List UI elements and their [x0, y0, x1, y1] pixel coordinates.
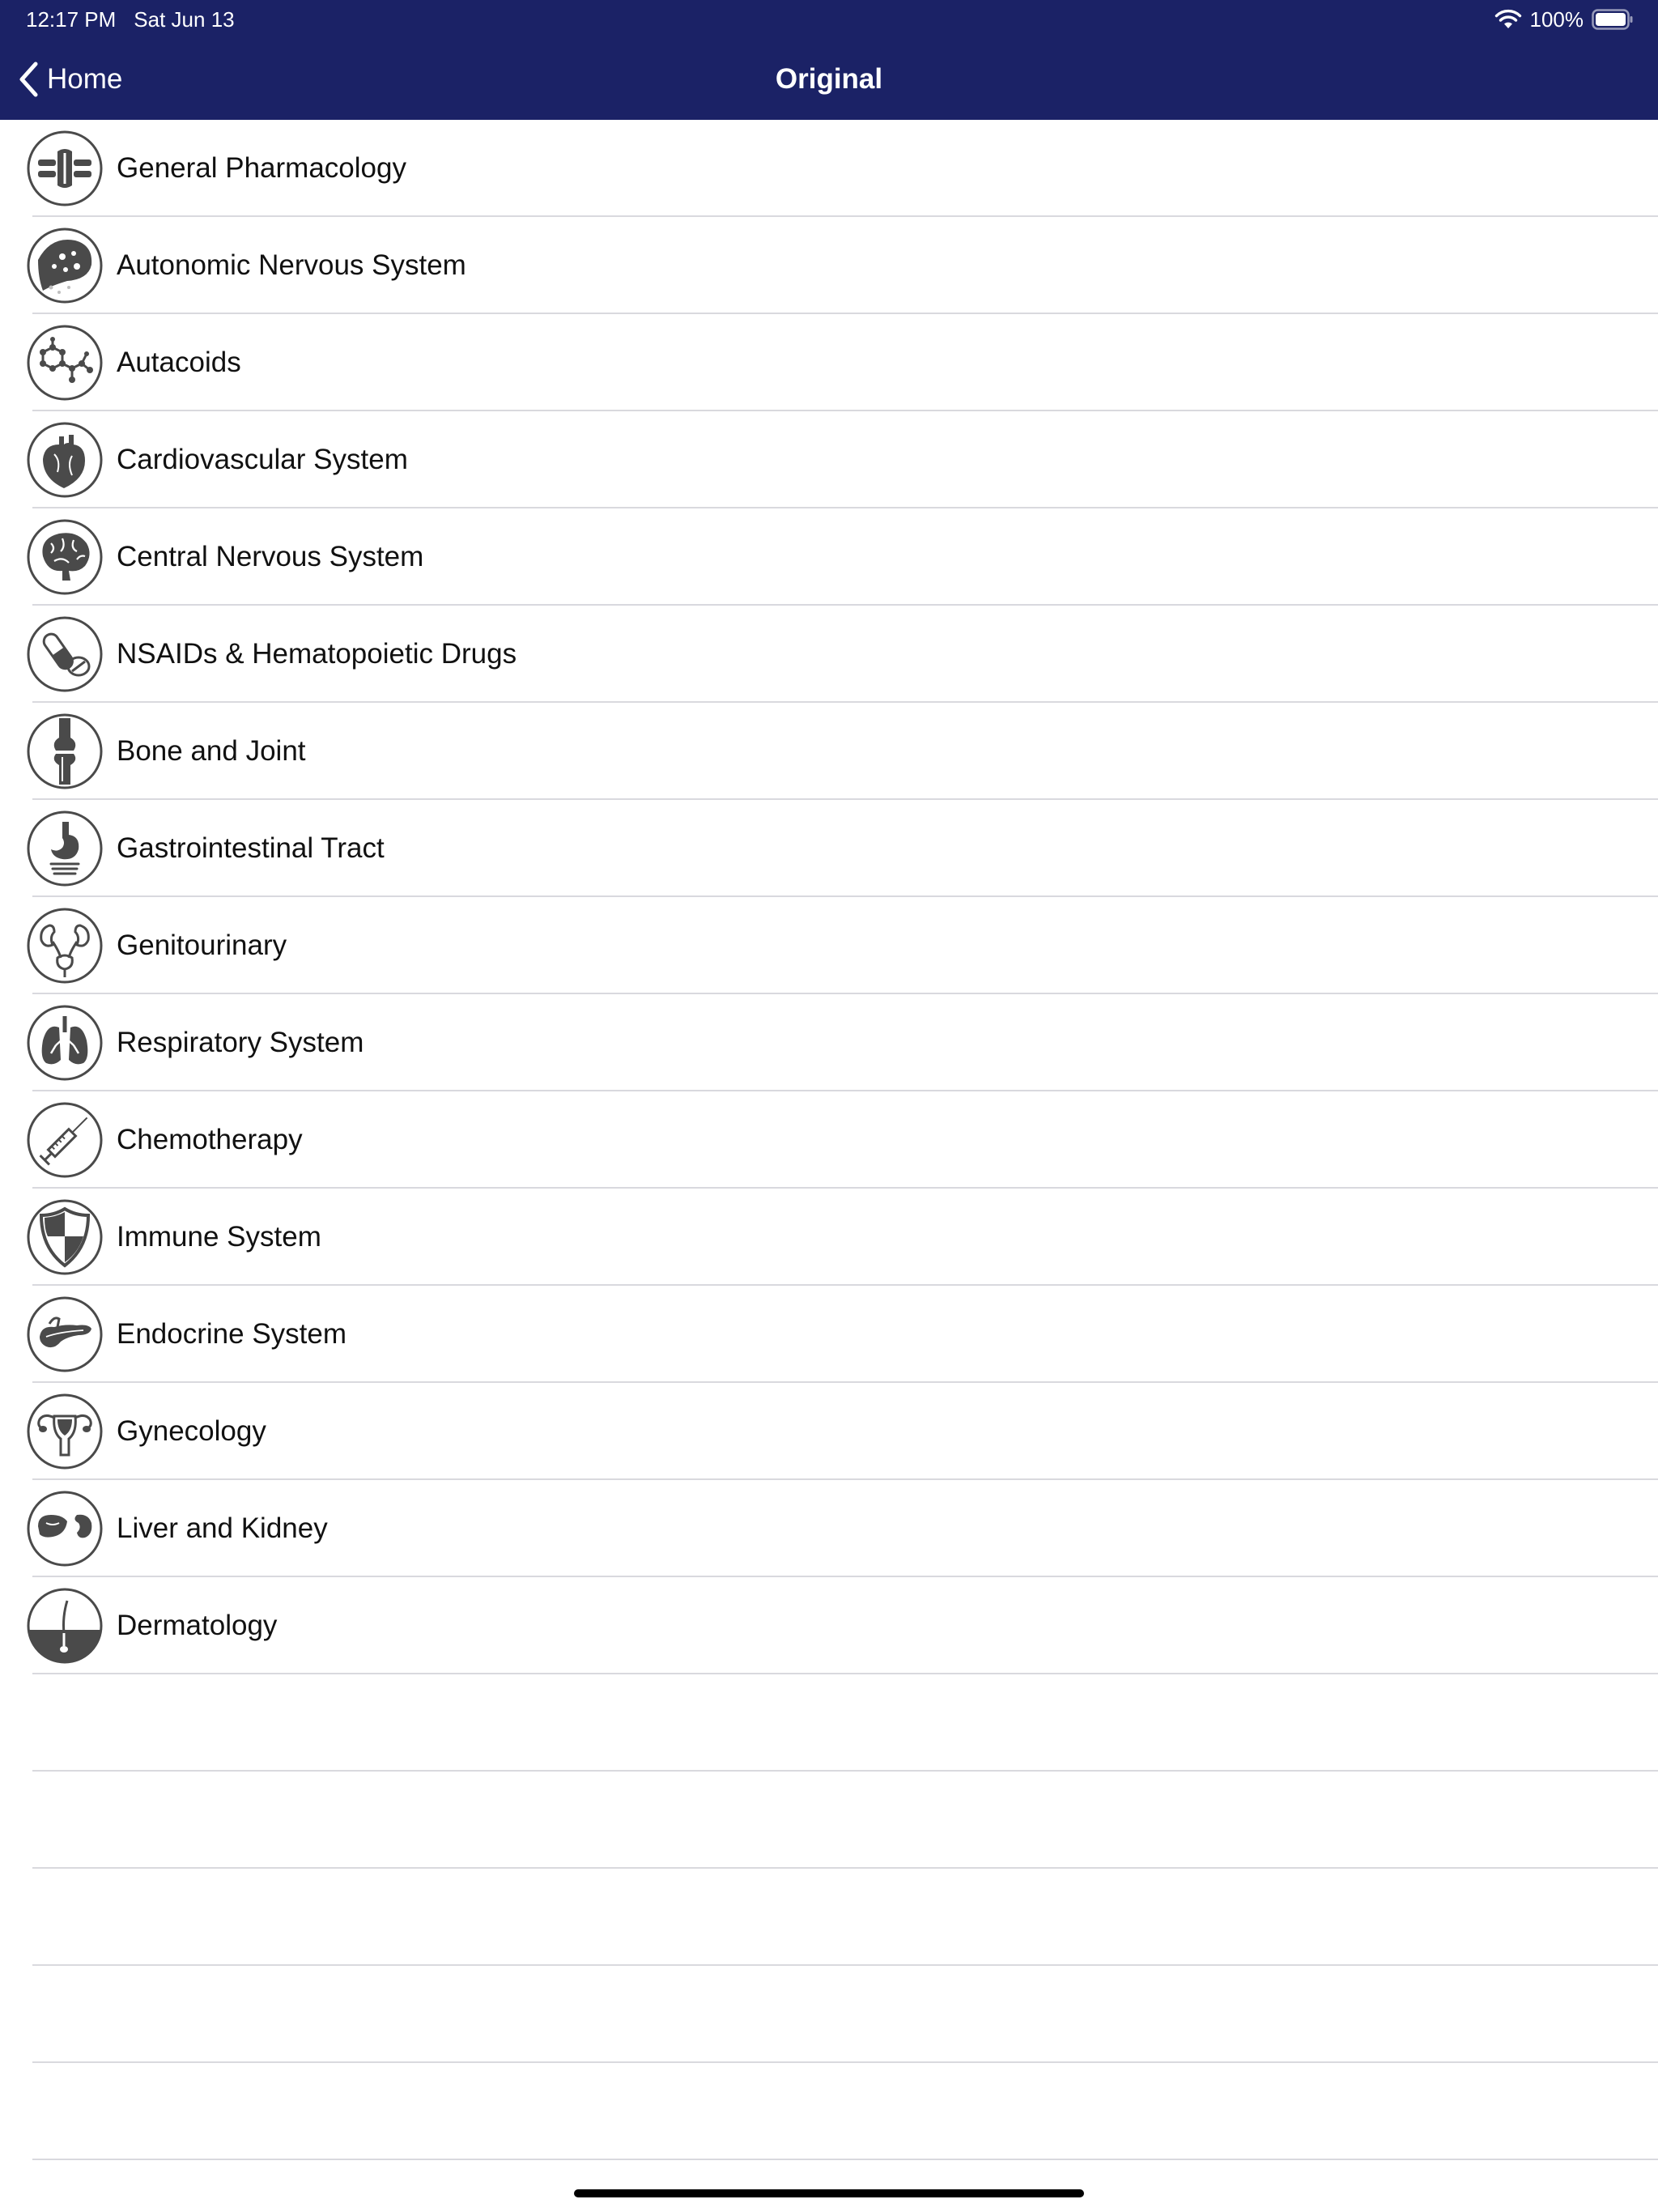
- list-item-label: General Pharmacology: [117, 152, 406, 184]
- list-item-label: Autonomic Nervous System: [117, 249, 466, 281]
- list-item-label: Gastrointestinal Tract: [117, 832, 385, 864]
- neuron-icon: [27, 228, 103, 304]
- empty-row: [0, 1674, 1658, 1772]
- cell-membrane-icon: [27, 130, 103, 206]
- list-item-label: Endocrine System: [117, 1318, 347, 1350]
- pancreas-icon: [27, 1296, 103, 1372]
- home-indicator[interactable]: [574, 2189, 1084, 2197]
- uterus-icon: [27, 1393, 103, 1470]
- list-item-label: Bone and Joint: [117, 735, 306, 767]
- list-item-endocrine-system[interactable]: [0, 1286, 1658, 1383]
- status-date: Sat Jun 13: [134, 7, 235, 32]
- kidneys-bladder-icon: [27, 908, 103, 984]
- list-item-label: Respiratory System: [117, 1027, 364, 1058]
- list-item-label: Cardiovascular System: [117, 444, 408, 475]
- list-item-label: Liver and Kidney: [117, 1512, 328, 1544]
- molecule-icon: [27, 325, 103, 401]
- list-item-nsaids-hematopoietic-drugs[interactable]: [0, 606, 1658, 703]
- list-item-immune-system[interactable]: [0, 1189, 1658, 1286]
- list-item-bone-and-joint[interactable]: [0, 703, 1658, 800]
- empty-row: [0, 1772, 1658, 1869]
- list-item-label: Gynecology: [117, 1415, 266, 1447]
- status-time-date: [26, 6, 235, 32]
- navigation-bar: [0, 39, 1658, 120]
- liver-kidney-icon: [27, 1491, 103, 1567]
- list-item-liver-and-kidney[interactable]: [0, 1480, 1658, 1577]
- list-item-cardiovascular-system[interactable]: [0, 411, 1658, 508]
- list-item-gynecology[interactable]: [0, 1383, 1658, 1480]
- header: [0, 0, 1658, 120]
- status-bar: [0, 0, 1658, 39]
- list-item-chemotherapy[interactable]: [0, 1091, 1658, 1189]
- list-item-label: Genitourinary: [117, 929, 287, 961]
- hair-follicle-icon: [27, 1588, 103, 1664]
- list-item-label: Central Nervous System: [117, 541, 424, 572]
- status-indicators: [1494, 6, 1635, 32]
- page-title: Original: [775, 63, 883, 95]
- list-item-label: Immune System: [117, 1221, 321, 1253]
- status-time: 12:17 PM: [26, 7, 117, 32]
- list-item-label: Dermatology: [117, 1610, 278, 1641]
- back-button-label: Home: [47, 63, 123, 95]
- stomach-icon: [27, 810, 103, 887]
- wifi-icon: [1494, 9, 1522, 30]
- empty-row: [0, 1966, 1658, 2063]
- list-item-label: Chemotherapy: [117, 1124, 303, 1155]
- list-item-label: NSAIDs & Hematopoietic Drugs: [117, 638, 517, 670]
- list-item-gastrointestinal-tract[interactable]: [0, 800, 1658, 897]
- category-list: [0, 120, 1658, 2160]
- list-item-respiratory-system[interactable]: [0, 994, 1658, 1091]
- list-item-autacoids[interactable]: [0, 314, 1658, 411]
- brain-icon: [27, 519, 103, 595]
- pills-icon: [27, 616, 103, 692]
- list-item-general-pharmacology[interactable]: [0, 120, 1658, 217]
- list-item-central-nervous-system[interactable]: [0, 508, 1658, 606]
- battery-percentage: 100%: [1529, 6, 1584, 32]
- list-item-genitourinary[interactable]: [0, 897, 1658, 994]
- list-item-autonomic-nervous-system[interactable]: [0, 217, 1658, 314]
- heart-icon: [27, 422, 103, 498]
- list-item-label: Autacoids: [117, 347, 241, 378]
- battery-icon: [1592, 9, 1634, 30]
- empty-row: [0, 1869, 1658, 1966]
- list-item-dermatology[interactable]: [0, 1577, 1658, 1674]
- empty-row: [0, 2063, 1658, 2160]
- syringe-icon: [27, 1102, 103, 1178]
- shield-icon: [27, 1199, 103, 1275]
- lungs-icon: [27, 1005, 103, 1081]
- knee-joint-icon: [27, 713, 103, 789]
